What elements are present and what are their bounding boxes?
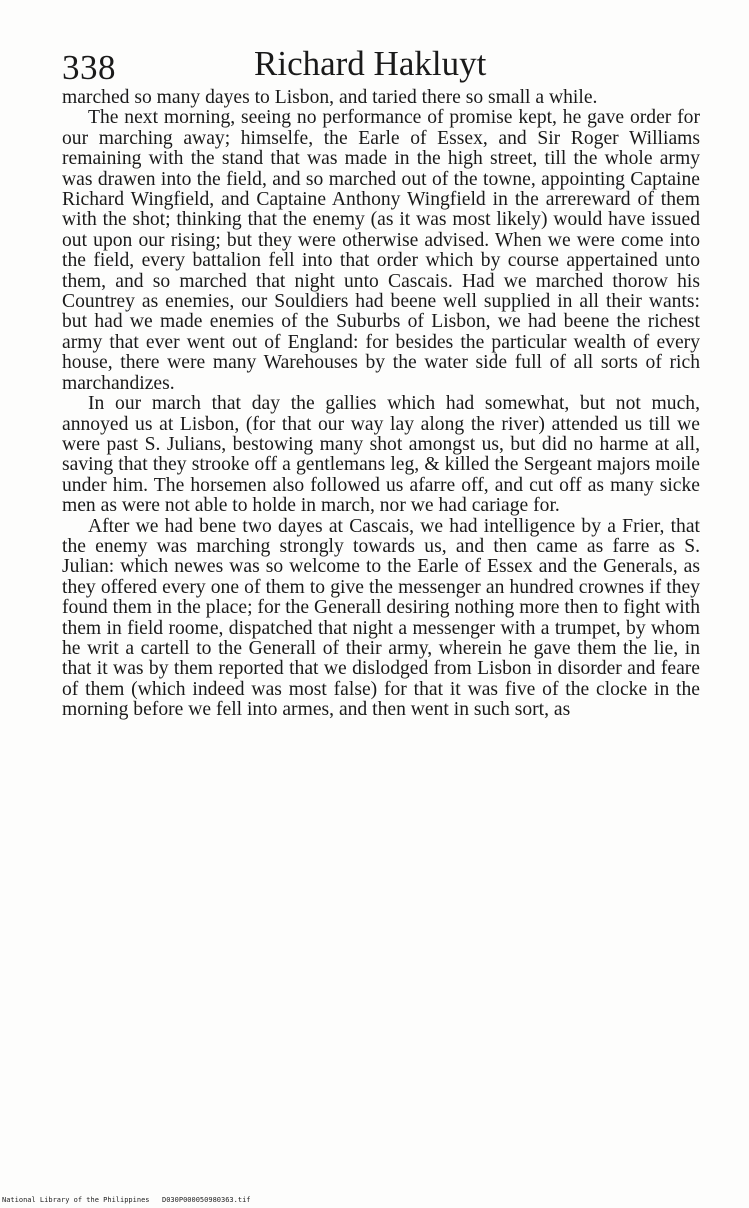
scan-footer (0, 1195, 749, 1207)
paragraph: The next morning, seeing no performance of promise kept, he gave order for our marching away; himselfe, the Earle of Essex, and Sir Roger Williams remaining with the stand that was made in the high street, till the whole army was drawen into the field, and so marched out of the towne, appointing Captaine Richard Wingfield, and Captaine Anthony Wingfield in the arrereward of them with the shot; thinking that the enemy (as it was most likely) would have issued out upon our rising; but they were otherwise advised. When we were come into the field, every battalion fell into that order which by course appertained unto them, and so marched that night unto Cascais. Had we marched thorow his Countrey as enemies, our Souldiers had beene well supplied in all their wants: but had we made enemies of the Suburbs of Lisbon, we had beene the richest army that ever went out of England: for besides the particular wealth of every house, there were many Warehouses by the water side full of all sorts of rich marchandizes. (62, 107, 700, 394)
paragraph: In our march that day the gallies which had somewhat, but not much, annoyed us at Lisbon, (for that our way lay along the river) attended us till we were past S. Julians, bestowing many shot amongst us, but did no harme at all, saving that they strooke off a gentlemans leg, & killed the Sergeant majors moile under him. The horsemen also followed us afarre off, and cut off as many sicke men as were not able to holde in march, nor we had cariage for. (62, 393, 700, 517)
body-text (62, 88, 700, 721)
paragraph-continuation: marched so many dayes to Lisbon, and taried there so small a while. (62, 87, 598, 108)
file-name: D030P000050980363.tif (162, 1196, 251, 1204)
running-title: Richard Hakluyt (254, 44, 487, 83)
library-credit: National Library of the Philippines (2, 1196, 150, 1204)
page-number: 338 (62, 48, 116, 87)
paragraph: After we had bene two dayes at Cascais, we had intelligence by a Frier, that the enemy was marching strongly towards us, and then came as farre as S. Julian: which newes was so welcome to the Earle of Essex and the Generals, as they offered every one of them to give the messenger an hundred crownes if they found them in the place; for the Generall desiring nothing more then to fight with them in field roome, dispatched that night a messenger with a trumpet, by whom he writ a cartell to the Generall of their army, wherein he gave them the lie, in that it was by them reported that we dislodged from Lisbon in disorder and feare of them (which indeed was most false) for that it was five of the clocke in the morning before we fell into armes, and then went in such sort, as (62, 515, 700, 721)
page-header (62, 44, 702, 88)
